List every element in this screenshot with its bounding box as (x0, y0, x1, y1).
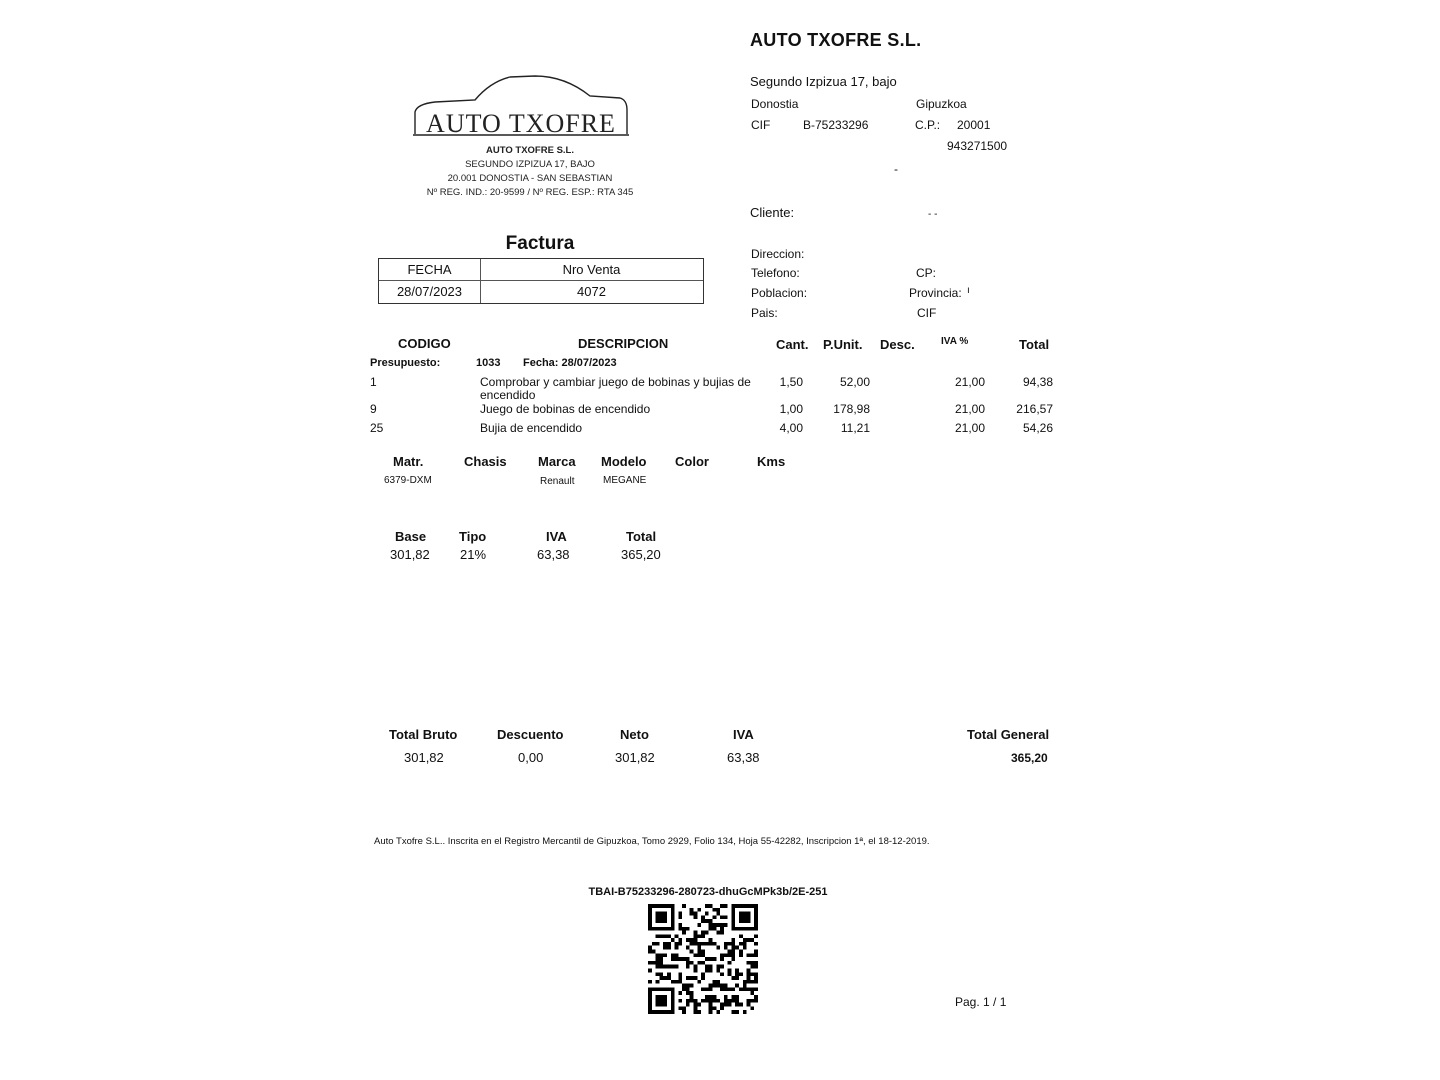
item-punit: 178,98 (833, 402, 870, 416)
tax-base: 301,82 (390, 547, 430, 562)
item-cant: 1,00 (779, 402, 803, 416)
invoice-fecha-label: FECHA (407, 262, 452, 277)
totals-iva-header: IVA (733, 727, 754, 742)
presupuesto-label: Presupuesto: (370, 357, 441, 369)
totals-bruto: 301,82 (404, 750, 444, 765)
item-codigo: 25 (370, 421, 384, 435)
item-descripcion-cont: encendido (480, 388, 536, 402)
company-name: AUTO TXOFRE S.L. (750, 30, 922, 50)
company-cp: 20001 (957, 118, 991, 132)
tax-base-header: Base (395, 529, 427, 544)
vehicle-marca-header: Marca (538, 454, 576, 469)
vehicle-chasis-header: Chasis (464, 454, 507, 469)
invoice-title: Factura (505, 233, 575, 254)
company-phone: 943271500 (947, 139, 1008, 153)
company-cp-label: C.P.: (915, 118, 941, 132)
client-cif-label: CIF (917, 306, 937, 320)
logo-registry: Nº REG. IND.: 20-9599 / Nº REG. ESP.: RTA 345 (426, 187, 634, 198)
vehicle-matr: 6379-DXM (384, 475, 432, 486)
client-cp-label: CP: (916, 266, 937, 280)
item-descripcion: Bujia de encendido (480, 421, 583, 435)
item-descripcion: Juego de bobinas de encendido (480, 402, 651, 416)
col-desc-header: Desc. (880, 337, 915, 352)
invoice-nro: 4072 (577, 284, 606, 299)
qr-code (648, 904, 758, 1014)
invoice-header-box (378, 258, 704, 304)
col-codigo-header: CODIGO (398, 336, 451, 351)
logo-brand-text: AUTO TXOFRE (426, 109, 616, 138)
item-iva: 21,00 (954, 402, 985, 416)
vehicle-modelo: MEGANE (603, 475, 647, 486)
tax-total-header: Total (626, 529, 657, 544)
client-direccion-label: Direccion: (751, 247, 805, 261)
logo-address: SEGUNDO IZPIZUA 17, BAJO (465, 159, 595, 170)
col-total-header: Total (1019, 337, 1050, 352)
totals-general: 365,20 (1011, 751, 1048, 765)
company-city: Donostia (751, 97, 799, 111)
client-label: Cliente: (750, 205, 795, 220)
item-total: 216,57 (1016, 402, 1053, 416)
item-total: 94,38 (1022, 375, 1053, 389)
vehicle-color-header: Color (675, 454, 709, 469)
client-poblacion-label: Poblacion: (751, 286, 808, 300)
tax-tipo-header: Tipo (459, 529, 487, 544)
vehicle-modelo-header: Modelo (601, 454, 647, 469)
company-dash: - (894, 162, 898, 176)
invoice-fecha: 28/07/2023 (396, 284, 463, 299)
col-descripcion-header: DESCRIPCION (578, 336, 669, 351)
totals-descuento-header: Descuento (497, 727, 564, 742)
company-cif-label: CIF (751, 118, 771, 132)
client-telefono-label: Telefono: (751, 266, 800, 280)
vehicle-marca: Renault (540, 476, 575, 487)
item-cant: 4,00 (779, 421, 803, 435)
item-codigo: 1 (370, 375, 377, 389)
vehicle-matr-header: Matr. (393, 454, 424, 469)
invoice-nro-label: Nro Venta (562, 262, 621, 277)
totals-general-header: Total General (967, 727, 1050, 742)
tax-tipo: 21% (460, 547, 487, 562)
vehicle-kms-header: Kms (757, 454, 786, 469)
tax-total: 365,20 (621, 547, 661, 562)
tbai-code: TBAI-B75233296-280723-dhuGcMPk3b/2E-251 (588, 886, 828, 898)
totals-bruto-header: Total Bruto (389, 727, 458, 742)
item-codigo: 9 (370, 402, 377, 416)
company-logo (405, 72, 635, 142)
client-provincia-label: Provincia: (909, 286, 962, 300)
item-punit: 52,00 (839, 375, 870, 389)
item-iva: 21,00 (954, 421, 985, 435)
tax-iva: 63,38 (537, 547, 570, 562)
logo-city: 20.001 DONOSTIA - SAN SEBASTIAN (447, 173, 613, 184)
page-number: Pag. 1 / 1 (955, 995, 1007, 1009)
totals-neto: 301,82 (615, 750, 655, 765)
item-punit: 11,21 (840, 421, 870, 435)
client-provincia-value: ı (967, 285, 970, 296)
legal-registry-note: Auto Txofre S.L.. Inscrita en el Registro Mercantil de Gipuzkoa, Tomo 2929, Folio 134, Hoja 55-42282, Inscripcion 1ª, el 18-12-2019. (374, 836, 930, 847)
totals-descuento: 0,00 (518, 750, 544, 765)
company-province: Gipuzkoa (916, 97, 967, 111)
item-iva: 21,00 (954, 375, 985, 389)
totals-iva: 63,38 (727, 750, 760, 765)
presupuesto-fecha: Fecha: 28/07/2023 (523, 357, 617, 369)
col-cant-header: Cant. (776, 337, 809, 352)
client-value: - - (928, 209, 938, 220)
company-cif: B-75233296 (803, 118, 869, 132)
totals-neto-header: Neto (620, 727, 649, 742)
presupuesto-num: 1033 (476, 357, 501, 369)
item-descripcion: Comprobar y cambiar juego de bobinas y bujias de (480, 375, 751, 389)
col-punit-header: P.Unit. (823, 337, 863, 352)
logo-company-name: AUTO TXOFRE S.L. (486, 145, 574, 156)
item-total: 54,26 (1022, 421, 1053, 435)
item-cant: 1,50 (779, 375, 803, 389)
tax-iva-header: IVA (546, 529, 567, 544)
client-pais-label: Pais: (751, 306, 778, 320)
company-address: Segundo Izpizua 17, bajo (750, 74, 897, 89)
col-iva-header: IVA % (941, 336, 969, 347)
